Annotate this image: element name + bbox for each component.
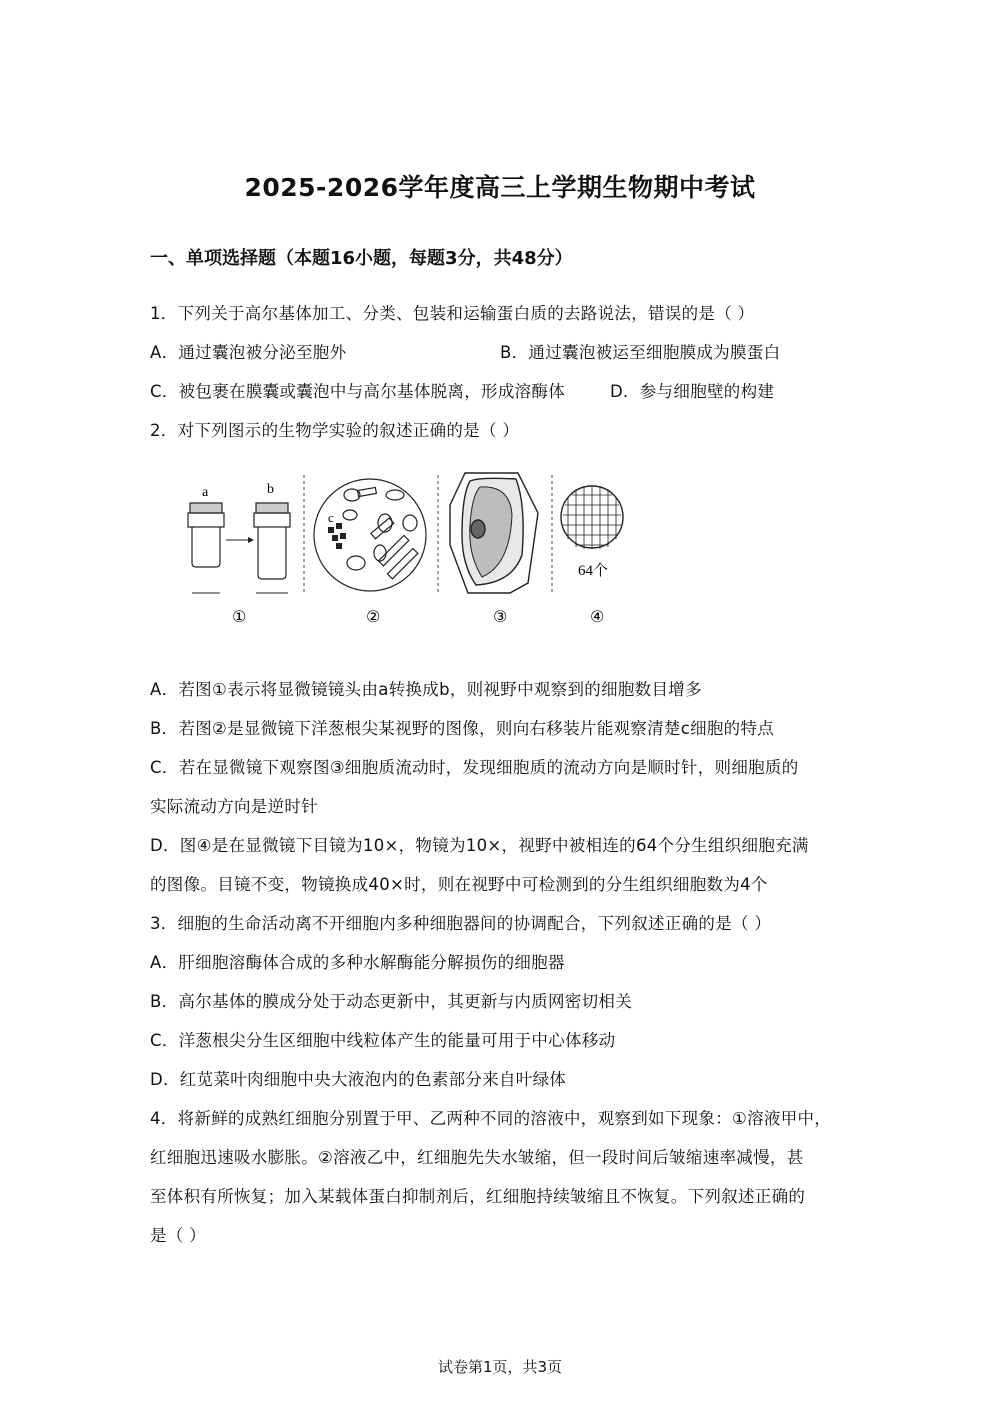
q2-figure bbox=[180, 465, 650, 635]
q1-stem: 1．下列关于高尔基体加工、分类、包装和运输蛋白质的去路说法，错误的是（ ） bbox=[150, 304, 755, 323]
cell-count-label: 64个 bbox=[578, 563, 609, 579]
objective-lens-b bbox=[254, 503, 290, 579]
q1-option-b: B．通过囊泡被运至细胞膜成为膜蛋白 bbox=[500, 343, 781, 362]
objective-lens-a bbox=[188, 503, 224, 567]
q2-stem: 2．对下列图示的生物学实验的叙述正确的是（ ） bbox=[150, 421, 520, 440]
q3-stem: 3．细胞的生命活动离不开细胞内多种细胞器间的协调配合，下列叙述正确的是（ ） bbox=[150, 914, 772, 933]
q4-stem-line4: 是（ ） bbox=[150, 1226, 206, 1245]
q1-option-c: C．被包裹在膜囊或囊泡中与高尔基体脱离，形成溶酶体 bbox=[150, 382, 566, 401]
root-tip-field bbox=[314, 479, 426, 591]
figure-number-2: ② bbox=[366, 607, 381, 626]
label-c: c bbox=[328, 510, 334, 525]
q2-option-a: A．若图①表示将显微镜镜头由a转换成b，则视野中观察到的细胞数目增多 bbox=[150, 680, 702, 699]
meristem-cell-field bbox=[561, 486, 623, 549]
figure-number-4: ④ bbox=[590, 607, 605, 626]
label-a: a bbox=[202, 485, 209, 500]
figure-number-1: ① bbox=[232, 607, 247, 626]
q3-option-c: C．洋葱根尖分生区细胞中线粒体产生的能量可用于中心体移动 bbox=[150, 1031, 616, 1050]
q4-stem-line2: 红细胞迅速吸水膨胀。②溶液乙中，红细胞先失水皱缩，但一段时间后皱缩速率减慢，甚 bbox=[150, 1148, 804, 1167]
q2-option-c-line1: C．若在显微镜下观察图③细胞质流动时，发现细胞质的流动方向是顺时针，则细胞质的 bbox=[150, 758, 799, 777]
section-heading: 一、单项选择题（本题16小题，每题3分，共48分） bbox=[150, 248, 573, 269]
page-footer: 试卷第1页，共3页 bbox=[437, 1358, 563, 1376]
plant-cell-streaming bbox=[450, 473, 538, 593]
q2-option-b: B．若图②是显微镜下洋葱根尖某视野的图像，则向右移装片能观察清楚c细胞的特点 bbox=[150, 719, 775, 738]
q2-option-d-line1: D．图④是在显微镜下目镜为10×，物镜为10×，视野中被相连的64个分生组织细胞充满 bbox=[150, 836, 809, 855]
q4-stem-line3: 至体积有所恢复；加入某载体蛋白抑制剂后，红细胞持续皱缩且不恢复。下列叙述正确的 bbox=[150, 1187, 806, 1206]
figure-number-3: ③ bbox=[493, 607, 508, 626]
exam-title: 2025-2026学年度高三上学期生物期中考试 bbox=[244, 173, 756, 202]
dividing-cell-c bbox=[328, 523, 346, 549]
q1-option-d: D．参与细胞壁的构建 bbox=[610, 382, 775, 401]
label-b: b bbox=[267, 482, 274, 497]
q3-option-d: D．红苋菜叶肉细胞中央大液泡内的色素部分来自叶绿体 bbox=[150, 1070, 567, 1089]
q1-option-a: A．通过囊泡被分泌至胞外 bbox=[150, 343, 347, 362]
q3-option-b: B．高尔基体的膜成分处于动态更新中，其更新与内质网密切相关 bbox=[150, 992, 633, 1011]
q3-option-a: A．肝细胞溶酶体合成的多种水解酶能分解损伤的细胞器 bbox=[150, 953, 565, 972]
q2-option-d-line2: 的图像。目镜不变，物镜换成40×时，则在视野中可检测到的分生组织细胞数为4个 bbox=[150, 875, 768, 894]
q4-stem-line1: 4．将新鲜的成熟红细胞分别置于甲、乙两种不同的溶液中，观察到如下现象：①溶液甲中， bbox=[150, 1109, 832, 1128]
q2-option-c-line2: 实际流动方向是逆时针 bbox=[150, 797, 318, 816]
